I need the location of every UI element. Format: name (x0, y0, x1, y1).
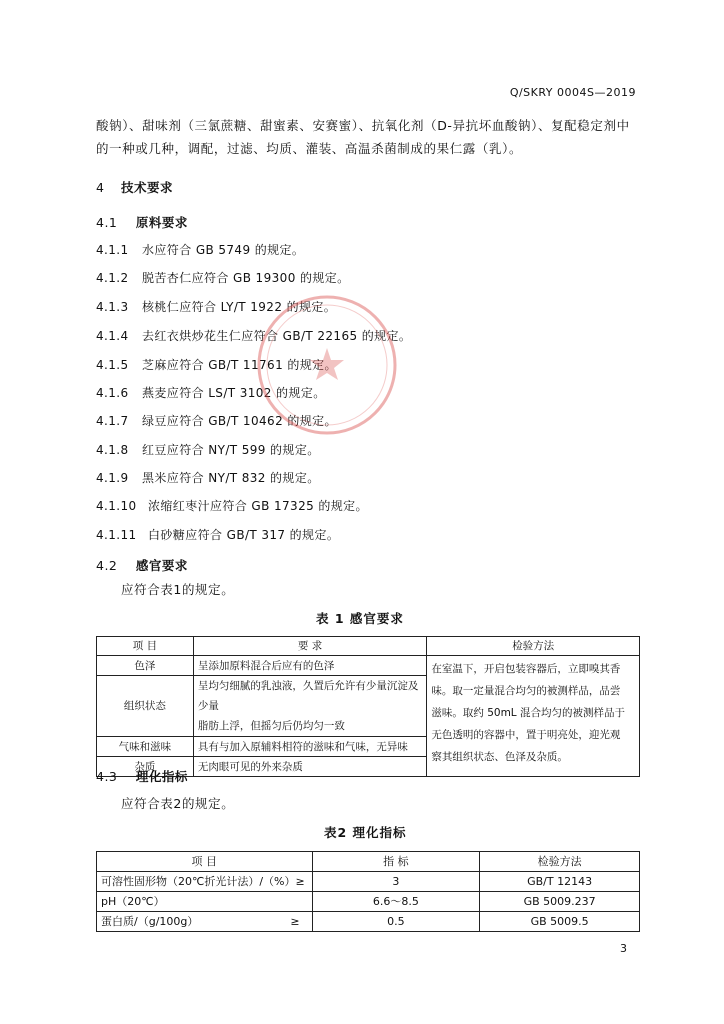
section-number: 4 (96, 180, 105, 195)
table-row (97, 872, 640, 892)
method-line: 滋味。取约 50mL 混合均匀的被测样品于 (431, 707, 625, 719)
item-number: 4.1.10 (96, 499, 137, 513)
item-text: 脱苦杏仁应符合 GB 19300 的规定。 (142, 271, 350, 285)
sensory-table (96, 636, 640, 777)
table2-reference: 应符合表2的规定。 (121, 796, 235, 811)
item-number: 4.1.6 (96, 386, 129, 400)
table2-caption: 表2 理化指标 (324, 825, 407, 840)
value-cell: 6.6～8.5 (312, 892, 480, 912)
method-cell (427, 656, 640, 777)
column-header: 项 目 (97, 637, 194, 656)
item-text: 芝麻应符合 GB/T 11761 的规定。 (142, 358, 337, 372)
method-cell: GB 5009.237 (480, 892, 640, 912)
item-cell: 杂质 (97, 757, 194, 777)
intro-line-2: 的一种或几种，调配，过滤、均质、灌装、高温杀菌制成的果仁露（乳）。 (96, 141, 523, 156)
item-text: 去红衣烘炒花生仁应符合 GB/T 22165 的规定。 (142, 329, 412, 343)
section-title: 理化指标 (135, 769, 188, 784)
item-text: 黑米应符合 NY/T 832 的规定。 (142, 471, 320, 485)
section-number: 4.2 (96, 558, 118, 573)
item-number: 4.1.9 (96, 471, 129, 485)
table-row (97, 892, 640, 912)
section-title: 技术要求 (120, 180, 173, 195)
section-title: 原料要求 (135, 215, 188, 230)
requirement-cell: 呈添加原料混合后应有的色泽 (193, 656, 427, 676)
raw-item (96, 469, 320, 486)
section-number: 4.3 (96, 769, 118, 784)
value-cell: 3 (312, 872, 480, 892)
item-number: 4.1.5 (96, 358, 129, 372)
column-header: 指 标 (312, 852, 480, 872)
column-header: 检验方法 (427, 637, 640, 656)
table-header-row (97, 852, 640, 872)
section-number: 4.1 (96, 215, 118, 230)
table-row (97, 656, 640, 676)
item-cell (97, 912, 313, 932)
raw-item (96, 497, 368, 514)
section-4-2-heading (96, 556, 188, 574)
method-line: 察其组织状态、色泽及杂质。 (431, 751, 568, 763)
table-row (97, 912, 640, 932)
raw-item (96, 526, 339, 543)
raw-item (96, 356, 337, 373)
intro-line-1: 酸钠）、甜味剂（三氯蔗糖、甜蜜素、安赛蜜）、抗氧化剂（D-异抗坏血酸钠）、复配稳定剂中 (96, 118, 630, 133)
item-number: 4.1.7 (96, 414, 129, 428)
item-text: 红豆应符合 NY/T 599 的规定。 (142, 443, 320, 457)
method-line: 味。取一定量混合均匀的被测样品，品尝 (431, 685, 621, 697)
section-4-1-heading (96, 213, 188, 231)
method-line: 在室温下，开启包装容器后，立即嗅其香 (431, 663, 621, 675)
column-header: 项 目 (97, 852, 313, 872)
item-number: 4.1.1 (96, 243, 129, 257)
table1-reference: 应符合表1的规定。 (121, 582, 235, 597)
requirement-line: 呈均匀细腻的乳浊液，久置后允许有少量沉淀及少量 (197, 680, 419, 712)
raw-item (96, 241, 304, 258)
item-cell: 气味和滋味 (97, 737, 194, 757)
raw-item (96, 269, 350, 286)
raw-item (96, 327, 411, 344)
section-4-heading (96, 178, 173, 196)
item-text: 白砂糖应符合 GB/T 317 的规定。 (148, 528, 340, 542)
item-number: 4.1.3 (96, 300, 129, 314)
item-text: 浓缩红枣汁应符合 GB 17325 的规定。 (148, 499, 368, 513)
method-cell: GB/T 12143 (480, 872, 640, 892)
item-text: 水应符合 GB 5749 的规定。 (142, 243, 305, 257)
item-number: 4.1.11 (96, 528, 137, 542)
raw-item (96, 384, 326, 401)
requirement-line: 脂肪上浮，但摇匀后仍均匀一致 (197, 720, 345, 732)
table1-caption: 表 1 感官要求 (316, 611, 404, 626)
item-number: 4.1.2 (96, 271, 129, 285)
requirement-cell: 无肉眼可见的外来杂质 (193, 757, 427, 777)
raw-item (96, 441, 320, 458)
item-label: 蛋白质/（g/100g） (101, 914, 199, 928)
column-header: 要 求 (193, 637, 427, 656)
section-title: 感官要求 (135, 558, 188, 573)
table-header-row (97, 637, 640, 656)
item-cell: pH（20℃） (97, 892, 313, 912)
method-cell: GB 5009.5 (480, 912, 640, 932)
item-cell: 色泽 (97, 656, 194, 676)
column-header: 检验方法 (480, 852, 640, 872)
comparison-sign: ≥ (290, 914, 300, 928)
item-text: 核桃仁应符合 LY/T 1922 的规定。 (142, 300, 337, 314)
item-number: 4.1.4 (96, 329, 129, 343)
standard-code: Q/SKRY 0004S—2019 (509, 86, 636, 99)
physicochemical-table (96, 851, 640, 932)
requirement-cell (193, 676, 427, 737)
item-number: 4.1.8 (96, 443, 129, 457)
method-line: 无色透明的容器中，置于明亮处，迎光观 (431, 729, 621, 741)
item-cell: 可溶性固形物（20℃折光计法）/（%）≥ (97, 872, 313, 892)
item-text: 燕麦应符合 LS/T 3102 的规定。 (142, 386, 326, 400)
raw-item (96, 298, 336, 315)
value-cell: 0.5 (312, 912, 480, 932)
page-number: 3 (620, 942, 627, 955)
section-4-3-heading (96, 767, 188, 785)
item-cell: 组织状态 (97, 676, 194, 737)
raw-item (96, 412, 337, 429)
requirement-cell: 具有与加入原辅料相符的滋味和气味，无异味 (193, 737, 427, 757)
item-text: 绿豆应符合 GB/T 10462 的规定。 (142, 414, 337, 428)
